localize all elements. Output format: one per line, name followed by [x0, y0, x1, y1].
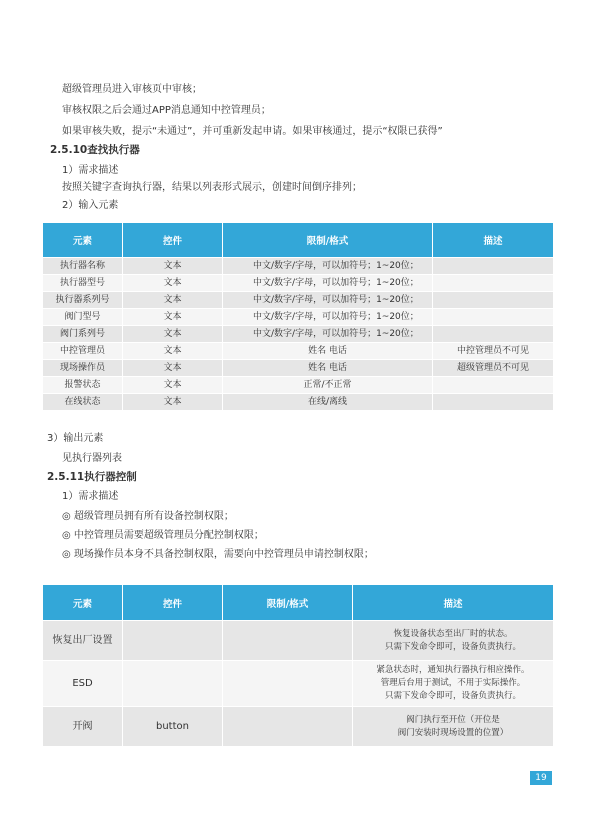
- table2-header-limit: 限制/格式: [223, 585, 353, 621]
- table-cell: 在线/离线: [223, 394, 433, 411]
- table-cell: ESD: [43, 661, 123, 707]
- input-elements-table: [42, 222, 554, 411]
- table-cell: 中控管理员不可见: [433, 343, 554, 360]
- control-table: [42, 584, 554, 747]
- table-cell: 文本: [123, 326, 223, 343]
- table-cell: 中文/数字/字母，可以加符号；1~20位；: [223, 292, 433, 309]
- table2-header-control: 控件: [123, 585, 223, 621]
- table-row: [43, 360, 554, 377]
- table2-header-element: 元素: [43, 585, 123, 621]
- intro-line-2: 审核权限之后会通过APP消息通知中控管理员；: [62, 105, 271, 116]
- table-cell: 报警状态: [43, 377, 123, 394]
- table-cell: 现场操作员: [43, 360, 123, 377]
- table-cell: [353, 707, 554, 747]
- table-cell: 在线状态: [43, 394, 123, 411]
- table-cell: [433, 275, 554, 292]
- bullet-1: ◎ 超级管理员拥有所有设备控制权限；: [62, 511, 234, 522]
- intro-line-3: 如果审核失败，提示“未通过”，并可重新发起申请。如果审核通过，提示“权限已获得”: [62, 126, 443, 137]
- desc-line: 只需下发命令即可，设备负责执行。: [384, 691, 521, 701]
- table1-header-desc: 描述: [433, 223, 554, 258]
- table-cell: [433, 309, 554, 326]
- table-cell: 超级管理员不可见: [433, 360, 554, 377]
- table-cell: 恢复出厂设置: [43, 621, 123, 661]
- table2-header-desc: 描述: [353, 585, 554, 621]
- table-cell: 文本: [123, 292, 223, 309]
- table-row: [43, 394, 554, 411]
- table-cell: 文本: [123, 394, 223, 411]
- requirement-label: 1）需求描述: [62, 165, 119, 176]
- table-cell: [353, 661, 554, 707]
- table-row: [43, 661, 554, 707]
- table-cell: [223, 707, 353, 747]
- desc-line: 紧急状态时，通知执行器执行相应操作。: [376, 665, 530, 675]
- table-row: [43, 326, 554, 343]
- table-row: [43, 377, 554, 394]
- table-cell: 文本: [123, 360, 223, 377]
- requirement-text: 按照关键字查询执行器，结果以列表形式展示，创建时间倒序排列；: [62, 182, 362, 193]
- table-cell: 文本: [123, 258, 223, 275]
- table-cell: 中文/数字/字母，可以加符号；1~20位；: [223, 326, 433, 343]
- table-cell: 文本: [123, 377, 223, 394]
- table-cell: 正常/不正常: [223, 377, 433, 394]
- table-cell: 文本: [123, 309, 223, 326]
- table-row: [43, 258, 554, 275]
- table-cell: 阀门系列号: [43, 326, 123, 343]
- intro-line-1: 超级管理员进入审核页中审核；: [62, 84, 202, 95]
- table-cell: 文本: [123, 343, 223, 360]
- table-cell: [433, 326, 554, 343]
- table-row: [43, 275, 554, 292]
- table-cell: 中文/数字/字母，可以加符号；1~20位；: [223, 309, 433, 326]
- table-cell: [433, 292, 554, 309]
- table-cell: button: [123, 707, 223, 747]
- table-cell: [223, 621, 353, 661]
- table-row: [43, 309, 554, 326]
- table-row: [43, 343, 554, 360]
- table-cell: 执行器系列号: [43, 292, 123, 309]
- requirement-label-2: 1）需求描述: [62, 491, 119, 502]
- table-cell: [353, 621, 554, 661]
- table-row: [43, 292, 554, 309]
- bullet-3: ◎ 现场操作员本身不具备控制权限，需要向中控管理员申请控制权限；: [62, 549, 374, 560]
- table-cell: 阀门型号: [43, 309, 123, 326]
- bullet-2: ◎ 中控管理员需要超级管理员分配控制权限；: [62, 530, 264, 541]
- table-row: [43, 707, 554, 747]
- table1-header-element: 元素: [43, 223, 123, 258]
- table-cell: [433, 394, 554, 411]
- table-cell: 文本: [123, 275, 223, 292]
- table-cell: [123, 661, 223, 707]
- table-cell: 中文/数字/字母，可以加符号；1~20位；: [223, 258, 433, 275]
- table-cell: 姓名 电话: [223, 360, 433, 377]
- table-cell: [223, 661, 353, 707]
- table-cell: 开阀: [43, 707, 123, 747]
- table-cell: 执行器名称: [43, 258, 123, 275]
- table1-header-control: 控件: [123, 223, 223, 258]
- desc-line: 阀门安装时现场设置的位置）: [397, 727, 509, 738]
- table1-header-limit: 限制/格式: [223, 223, 433, 258]
- table-cell: [433, 377, 554, 394]
- table-cell: 中控管理员: [43, 343, 123, 360]
- table-row: [43, 621, 554, 661]
- table-cell: [123, 621, 223, 661]
- input-elements-label: 2）输入元素: [62, 200, 119, 211]
- table-cell: 中文/数字/字母，可以加符号；1~20位；: [223, 275, 433, 292]
- desc-line: 恢复设备状态至出厂时的状态。: [393, 628, 513, 639]
- section-title-find-actuator: 2.5.10查找执行器: [50, 144, 140, 156]
- page-number: 19: [530, 771, 552, 785]
- table-cell: 执行器型号: [43, 275, 123, 292]
- section-title-actuator-control: 2.5.11执行器控制: [47, 471, 137, 483]
- desc-line: 只需下发命令即可，设备负责执行。: [384, 641, 521, 652]
- table-cell: 姓名 电话: [223, 343, 433, 360]
- table-cell: [433, 258, 554, 275]
- desc-line: 阀门执行至开位（开位是: [406, 714, 500, 725]
- output-elements-label: 3）输出元素: [47, 433, 104, 444]
- desc-line: 管理后台用于测试，不用于实际操作。: [380, 678, 526, 688]
- output-elements-text: 见执行器列表: [62, 453, 122, 464]
